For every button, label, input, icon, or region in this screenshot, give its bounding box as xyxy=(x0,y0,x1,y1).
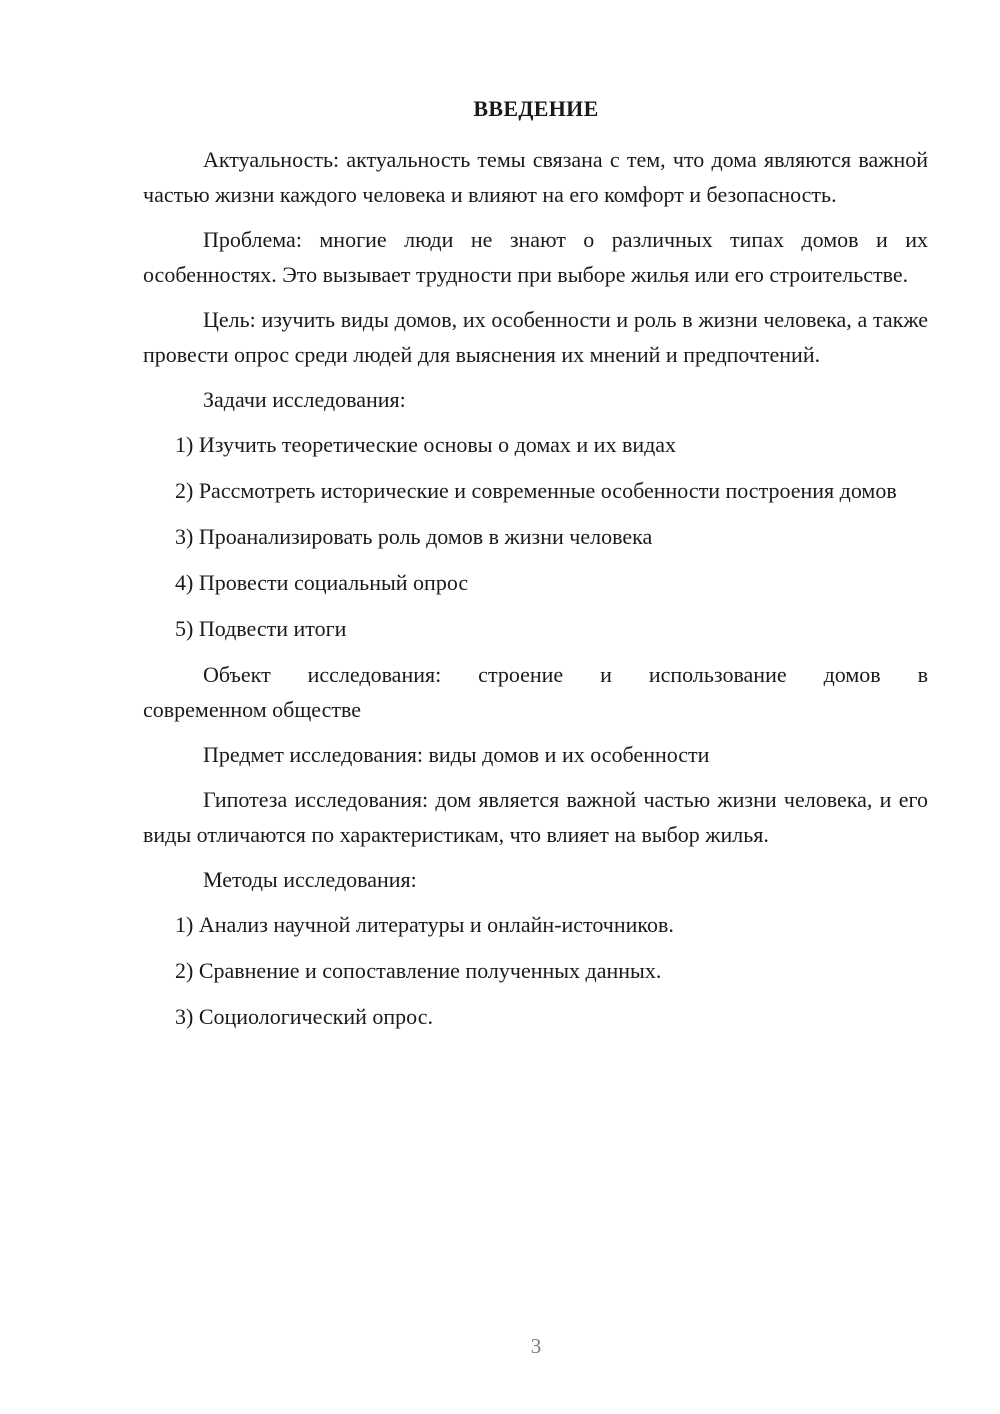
relevance-paragraph: Актуальность: актуальность темы связана с тем, что дома являются важной частью жизни каждого человека и влияют на его комфорт и безопасность. xyxy=(143,147,928,207)
task-item-3: 3) Проанализировать роль домов в жизни человека xyxy=(175,524,653,549)
task-item-2: 2) Рассмотреть исторические и современные особенности построения домов xyxy=(175,478,897,503)
object-line-1: Объект исследования: строение и использование домов в xyxy=(203,662,928,687)
section-title: ВВЕДЕНИЕ xyxy=(473,96,599,121)
method-item-3: 3) Социологический опрос. xyxy=(175,1004,433,1029)
hypothesis-paragraph: Гипотеза исследования: дом является важной частью жизни человека, и его виды отличаются по характеристикам, что влияет на выбор жилья. xyxy=(143,787,928,847)
body-text xyxy=(143,142,928,1045)
method-item-1: 1) Анализ научной литературы и онлайн-источников. xyxy=(175,912,674,937)
problem-paragraph: Проблема: многие люди не знают о различных типах домов и их особенностях. Это вызывает трудности при выборе жилья или его строительстве. xyxy=(143,227,928,287)
task-item-5: 5) Подвести итоги xyxy=(175,616,347,641)
task-item-1: 1) Изучить теоретические основы о домах и их видах xyxy=(175,432,677,457)
tasks-heading: Задачи исследования: xyxy=(203,387,406,412)
goal-paragraph: Цель: изучить виды домов, их особенности и роль в жизни человека, а также провести опрос среди людей для выяснения их мнений и предпочтений. xyxy=(143,307,928,367)
method-item-2: 2) Сравнение и сопоставление полученных данных. xyxy=(175,958,662,983)
object-paragraph xyxy=(143,657,928,727)
page-number: 3 xyxy=(530,1334,542,1358)
methods-heading: Методы исследования: xyxy=(203,867,417,892)
object-line-2: современном обществе xyxy=(143,697,362,722)
subject-paragraph: Предмет исследования: виды домов и их особенности xyxy=(203,742,710,767)
task-item-4: 4) Провести социальный опрос xyxy=(175,570,469,595)
